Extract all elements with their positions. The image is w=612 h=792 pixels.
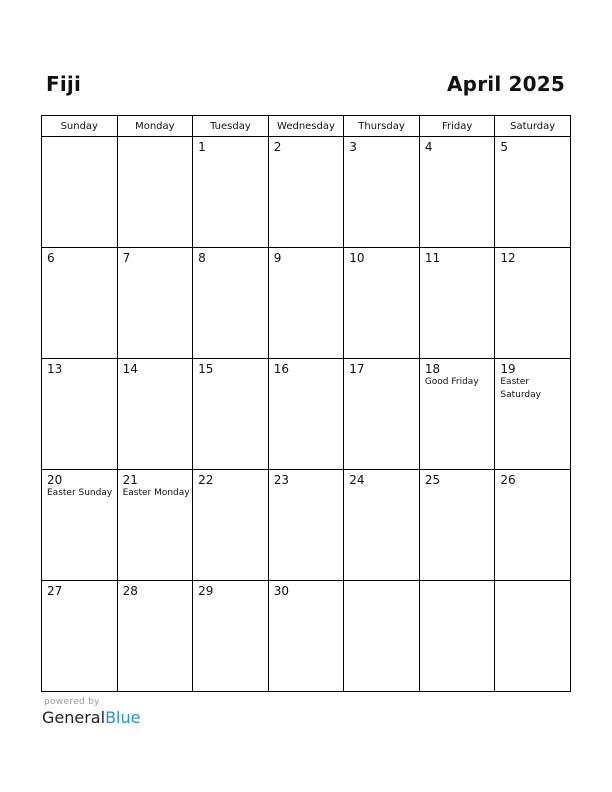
day-number: 15 bbox=[198, 362, 214, 376]
day-cell bbox=[42, 359, 118, 470]
day-number: 17 bbox=[349, 362, 365, 376]
day-cell bbox=[268, 359, 344, 470]
day-number: 13 bbox=[47, 362, 63, 376]
day-number: 2 bbox=[273, 140, 282, 154]
weekday-header: Monday bbox=[117, 116, 193, 137]
week-row bbox=[42, 359, 571, 470]
week-row bbox=[42, 248, 571, 359]
day-cell bbox=[495, 248, 571, 359]
day-cell bbox=[419, 581, 495, 692]
day-number: 6 bbox=[47, 251, 55, 265]
day-number: 28 bbox=[122, 584, 138, 598]
day-number: 8 bbox=[198, 251, 206, 265]
day-cell bbox=[268, 581, 344, 692]
day-number: 12 bbox=[500, 251, 516, 265]
day-cell bbox=[495, 359, 571, 470]
day-number: 20 bbox=[47, 473, 63, 487]
day-cell bbox=[419, 359, 495, 470]
generalblue-logo[interactable] bbox=[42, 708, 140, 727]
day-number: 22 bbox=[198, 473, 214, 487]
weekday-header: Thursday bbox=[344, 116, 420, 137]
day-number: 1 bbox=[198, 140, 206, 154]
month-year-title: April 2025 bbox=[447, 72, 565, 96]
day-cell bbox=[193, 248, 269, 359]
logo-text-general: General bbox=[42, 708, 106, 727]
day-cell bbox=[344, 248, 420, 359]
day-cell bbox=[268, 137, 344, 248]
day-number: 21 bbox=[122, 473, 138, 487]
weekday-header: Tuesday bbox=[193, 116, 269, 137]
day-cell bbox=[193, 137, 269, 248]
day-number: 19 bbox=[500, 362, 516, 376]
day-number: 18 bbox=[424, 362, 441, 376]
day-cell bbox=[344, 137, 420, 248]
day-cell bbox=[42, 248, 118, 359]
powered-by-label: powered by bbox=[44, 697, 100, 707]
day-cell bbox=[268, 470, 344, 581]
day-cell bbox=[117, 359, 193, 470]
weekday-header: Friday bbox=[419, 116, 495, 137]
day-cell bbox=[42, 581, 118, 692]
day-number: 3 bbox=[349, 140, 357, 154]
calendar-grid bbox=[41, 115, 571, 692]
day-cell bbox=[419, 137, 495, 248]
day-cell bbox=[419, 470, 495, 581]
day-number: 11 bbox=[424, 251, 441, 265]
day-number: 9 bbox=[273, 251, 282, 265]
day-number: 26 bbox=[500, 473, 516, 487]
holiday-label: Easter Saturday bbox=[500, 377, 541, 400]
week-row bbox=[42, 581, 571, 692]
day-number: 24 bbox=[349, 473, 365, 487]
holiday-label: Easter Sunday bbox=[47, 488, 113, 498]
day-cell bbox=[268, 248, 344, 359]
day-number: 14 bbox=[122, 362, 138, 376]
logo-text-blue: Blue bbox=[105, 708, 141, 727]
holiday-label: Easter Monday bbox=[122, 488, 190, 498]
day-number: 5 bbox=[500, 140, 509, 154]
day-cell bbox=[42, 137, 118, 248]
day-number: 29 bbox=[198, 584, 214, 598]
day-cell bbox=[344, 581, 420, 692]
day-number: 27 bbox=[47, 584, 63, 598]
day-cell bbox=[495, 137, 571, 248]
day-cell bbox=[42, 470, 118, 581]
weekday-header: Saturday bbox=[495, 116, 571, 137]
day-cell bbox=[193, 581, 269, 692]
country-title: Fiji bbox=[46, 72, 82, 96]
day-number: 4 bbox=[424, 140, 433, 154]
day-cell bbox=[419, 248, 495, 359]
day-cell bbox=[344, 359, 420, 470]
day-cell bbox=[117, 581, 193, 692]
day-number: 10 bbox=[349, 251, 365, 265]
day-number: 25 bbox=[424, 473, 441, 487]
day-cell bbox=[193, 359, 269, 470]
day-cell bbox=[495, 581, 571, 692]
day-cell bbox=[495, 470, 571, 581]
day-cell bbox=[117, 137, 193, 248]
day-number: 30 bbox=[273, 584, 289, 598]
holiday-label: Good Friday bbox=[424, 377, 479, 387]
day-cell bbox=[193, 470, 269, 581]
day-number: 16 bbox=[273, 362, 289, 376]
day-cell bbox=[117, 470, 193, 581]
weekday-header: Sunday bbox=[42, 116, 118, 137]
day-cell bbox=[344, 470, 420, 581]
week-row bbox=[42, 470, 571, 581]
weekday-header-row bbox=[42, 116, 571, 137]
week-row bbox=[42, 137, 571, 248]
day-number: 7 bbox=[122, 251, 131, 265]
weekday-header: Wednesday bbox=[268, 116, 344, 137]
day-number: 23 bbox=[273, 473, 289, 487]
day-cell bbox=[117, 248, 193, 359]
